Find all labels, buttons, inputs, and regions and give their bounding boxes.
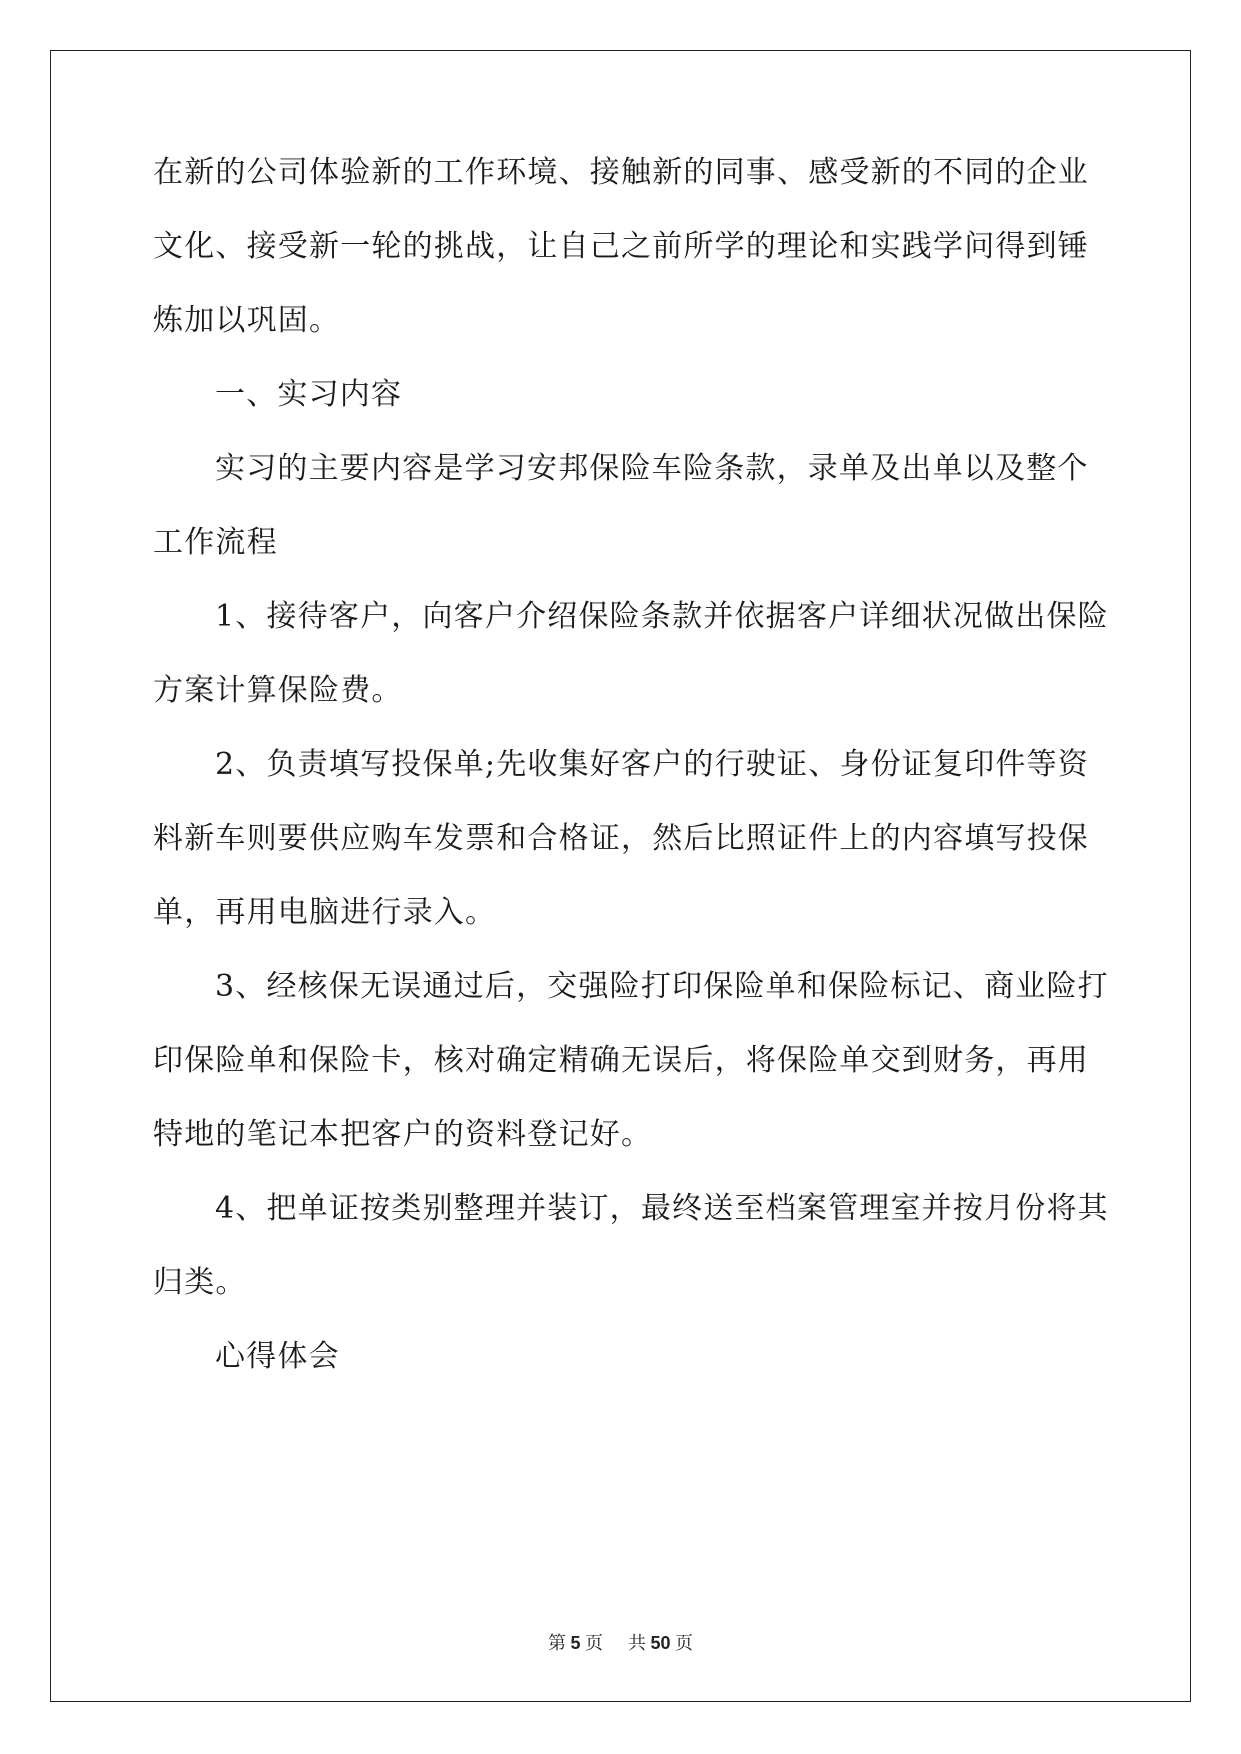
section-heading: 一、实习内容 <box>215 377 403 412</box>
text-line: 在新的公司体验新的工作环境、接触新的同事、感受新的不同的企业 <box>153 155 1089 190</box>
text-line: 印保险单和保险卡，核对确定精确无误后，将保险单交到财务，再用 <box>153 1043 1089 1078</box>
text-line: 特地的笔记本把客户的资料登记好。 <box>153 1117 653 1152</box>
current-page-number: 5 <box>570 1633 581 1653</box>
section-heading: 心得体会 <box>215 1339 340 1374</box>
footer-total-suffix: 页 <box>675 1633 694 1653</box>
footer-page-word: 页 <box>584 1633 603 1653</box>
text-line: 归类。 <box>153 1265 247 1300</box>
text-line: 3、经核保无误通过后，交强险打印保险单和保险标记、商业险打 <box>215 969 1109 1004</box>
text-line: 方案计算保险费。 <box>153 673 403 708</box>
footer-total-prefix: 共 <box>627 1633 646 1653</box>
text-line: 单，再用电脑进行录入。 <box>153 895 497 930</box>
text-line: 文化、接受新一轮的挑战，让自己之前所学的理论和实践学问得到锤 <box>153 229 1089 264</box>
page-footer <box>0 1629 1241 1655</box>
footer-prefix: 第 <box>547 1633 566 1653</box>
page-border <box>50 50 1191 1702</box>
total-pages-number: 50 <box>650 1633 671 1653</box>
text-line: 工作流程 <box>153 525 278 560</box>
text-line: 4、把单证按类别整理并装订，最终送至档案管理室并按月份将其 <box>215 1191 1109 1226</box>
text-line: 1、接待客户，向客户介绍保险条款并依据客户详细状况做出保险 <box>215 599 1109 634</box>
text-line: 实习的主要内容是学习安邦保险车险条款，录单及出单以及整个 <box>215 451 1089 486</box>
text-line: 炼加以巩固。 <box>153 303 341 338</box>
text-line: 料新车则要供应购车发票和合格证，然后比照证件上的内容填写投保 <box>153 821 1089 856</box>
text-line: 2、负责填写投保单;先收集好客户的行驶证、身份证复印件等资 <box>215 747 1089 782</box>
